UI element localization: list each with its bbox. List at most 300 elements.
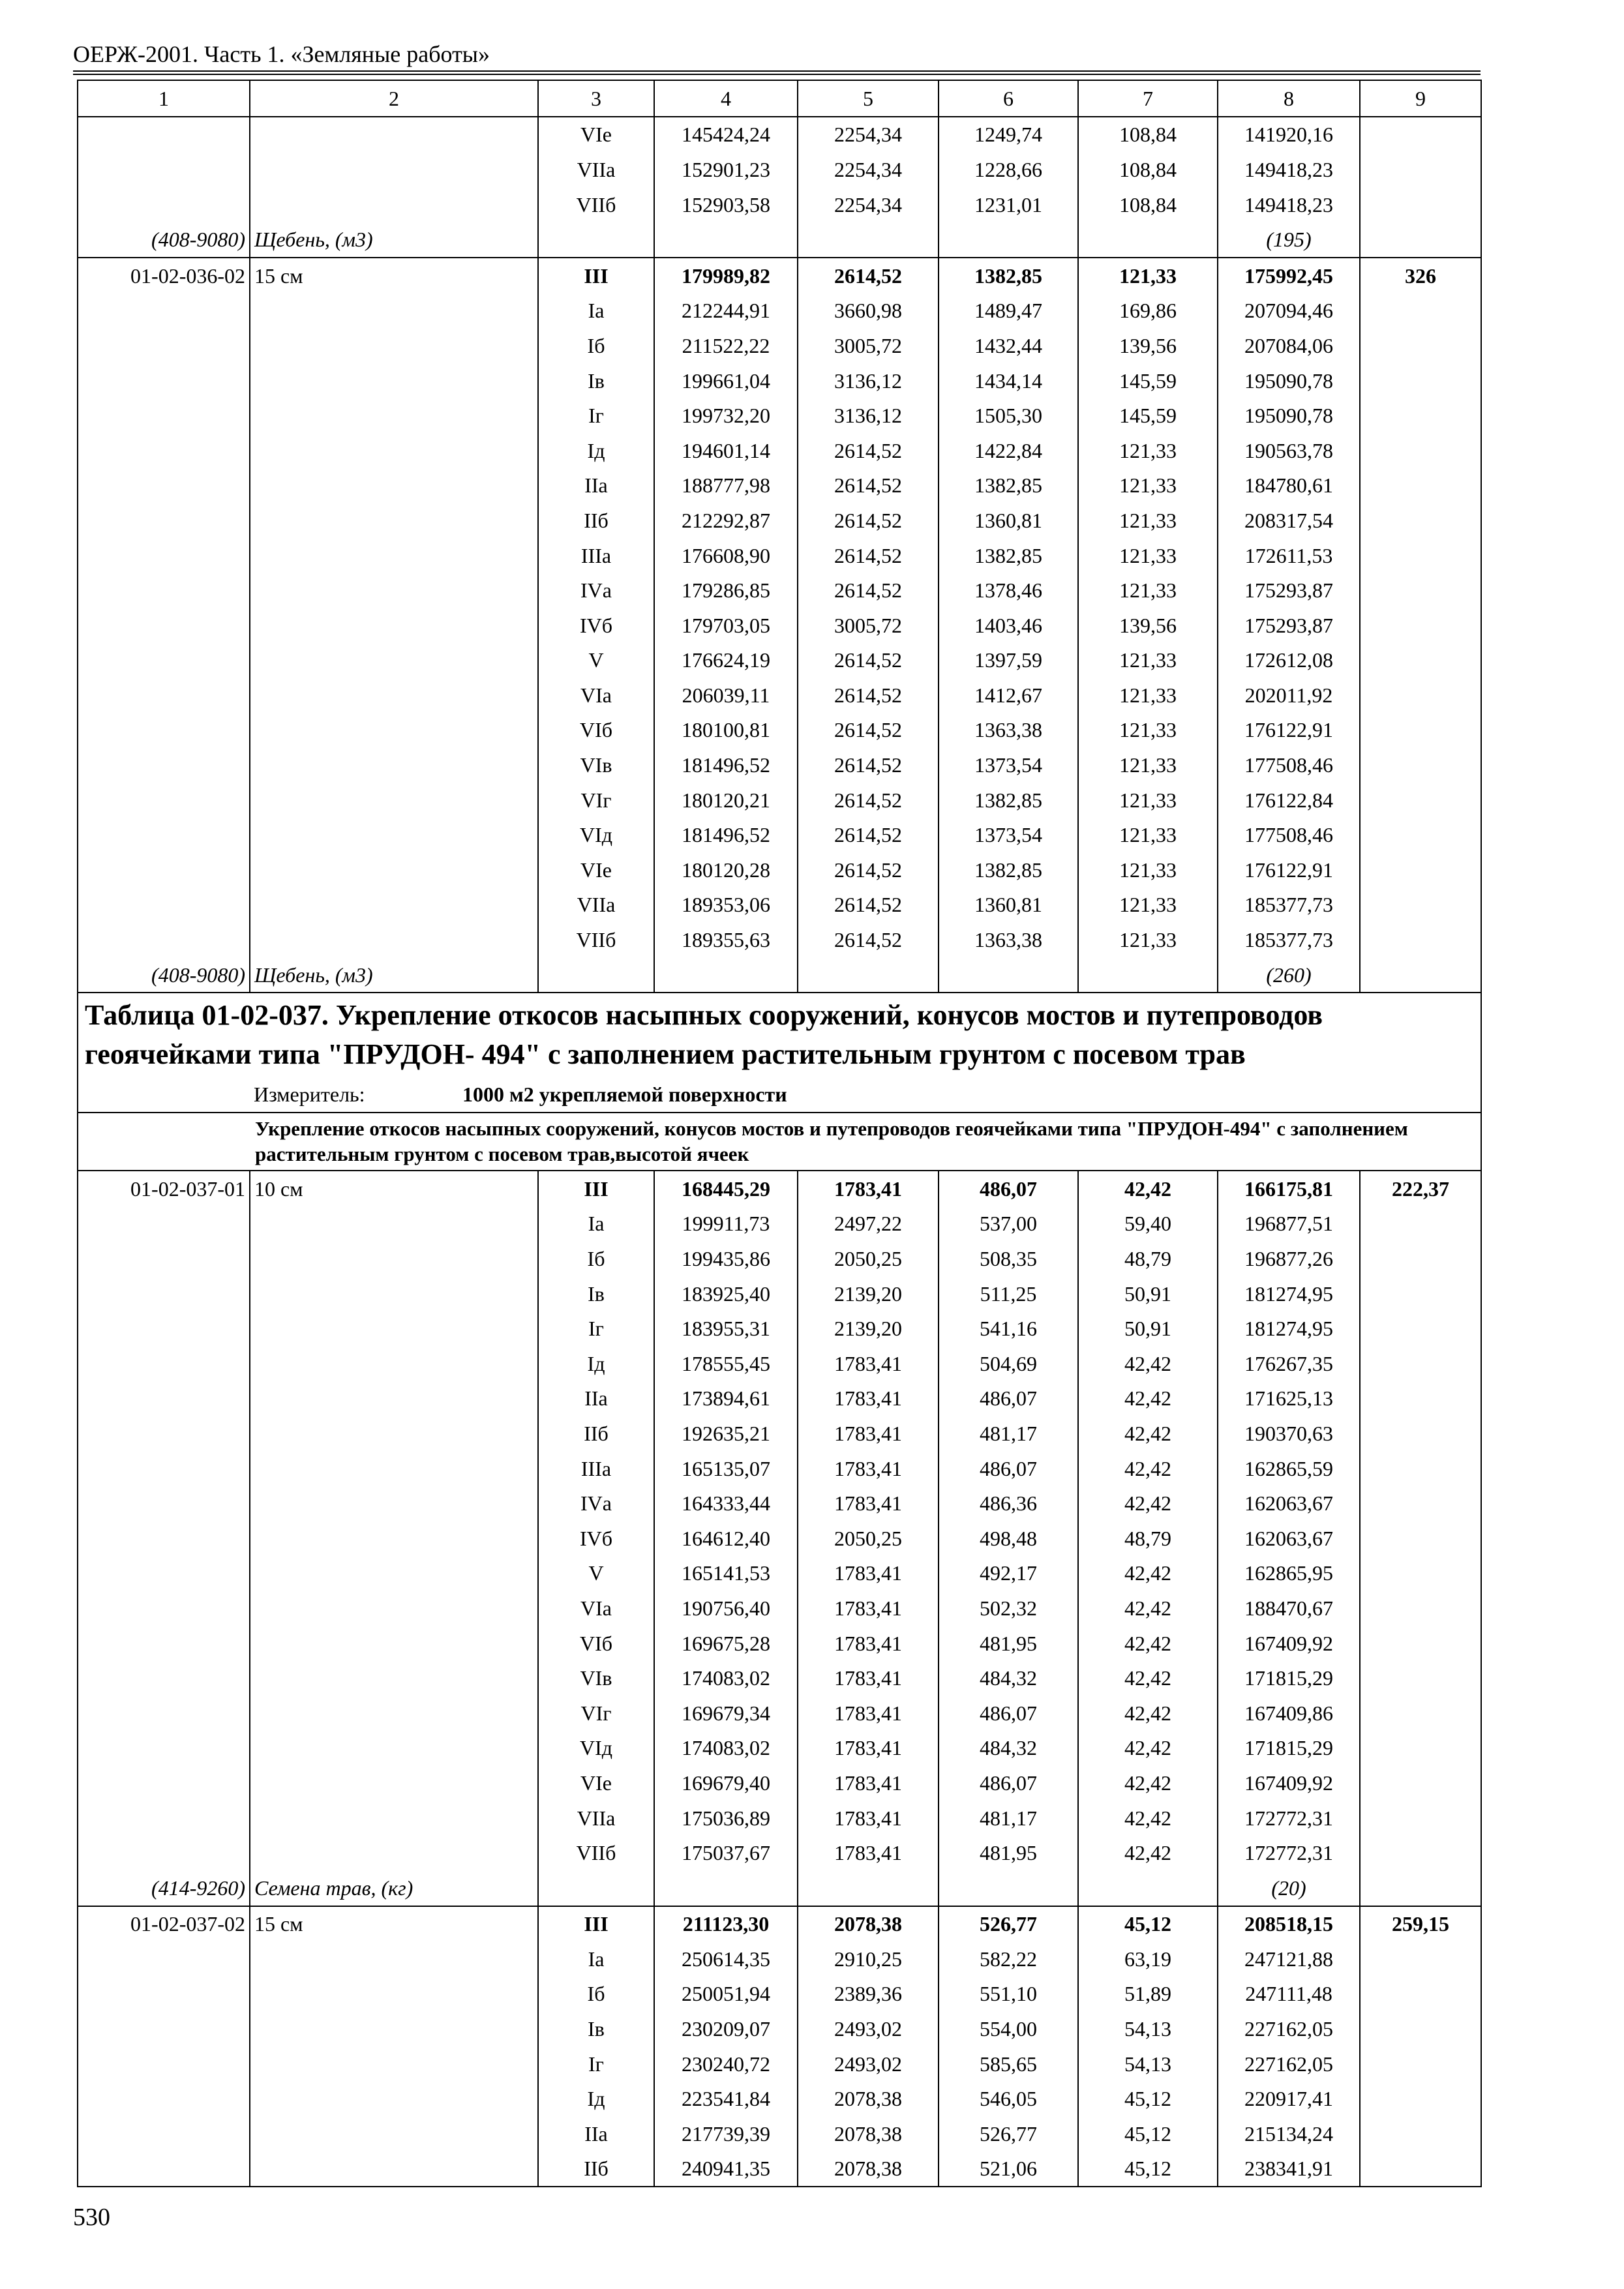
zone-cell: IIб (538, 1416, 654, 1451)
value-cell: 175037,67 (654, 1835, 798, 1870)
rate-code-cell (78, 1276, 250, 1311)
empty-cell (78, 1113, 250, 1171)
value-cell: 176122,91 (1218, 713, 1360, 748)
value-cell: 2910,25 (798, 1941, 939, 1977)
value-cell: 171625,13 (1218, 1381, 1360, 1416)
total-cell (1360, 1206, 1481, 1242)
total-cell (1360, 328, 1481, 363)
value-cell: 121,33 (1078, 538, 1218, 573)
total-cell (1360, 433, 1481, 468)
total-cell (1360, 1346, 1481, 1381)
value-cell: 511,25 (939, 1276, 1078, 1311)
value-cell: 2050,25 (798, 1241, 939, 1276)
rate-code-cell (78, 783, 250, 818)
resource-row (78, 957, 1481, 993)
zone-cell: VIд (538, 1731, 654, 1766)
value-cell: 174083,02 (654, 1660, 798, 1696)
zone-cell: IVа (538, 1486, 654, 1521)
zone-cell: VIв (538, 747, 654, 783)
value-cell: 176608,90 (654, 538, 798, 573)
value-cell: 486,07 (939, 1381, 1078, 1416)
rate-code-cell (78, 1206, 250, 1242)
zone-cell: Iд (538, 433, 654, 468)
value-cell: 2614,52 (798, 433, 939, 468)
value-cell: 121,33 (1078, 643, 1218, 678)
zone-cell: Iв (538, 2011, 654, 2046)
value-cell: 2254,34 (798, 187, 939, 222)
value-cell: 181274,95 (1218, 1311, 1360, 1346)
rate-code-cell (78, 1835, 250, 1870)
zone-cell: VIб (538, 1626, 654, 1661)
value-cell: 42,42 (1078, 1556, 1218, 1591)
zone-cell: Iв (538, 363, 654, 398)
value-cell: 207094,46 (1218, 293, 1360, 329)
rate-name-cell (250, 2081, 538, 2116)
empty-cell (939, 1870, 1078, 1906)
rate-name-cell (250, 1416, 538, 1451)
value-cell: 42,42 (1078, 1451, 1218, 1486)
value-cell: 2614,52 (798, 678, 939, 713)
table-row (78, 1486, 1481, 1521)
rate-name-cell (250, 152, 538, 187)
value-cell: 175036,89 (654, 1801, 798, 1836)
value-cell: 3005,72 (798, 328, 939, 363)
table-row (78, 922, 1481, 957)
value-cell: 172612,08 (1218, 643, 1360, 678)
total-cell (1360, 2116, 1481, 2151)
column-number-cell: 6 (939, 80, 1078, 117)
value-cell: 1360,81 (939, 888, 1078, 923)
value-cell: 183925,40 (654, 1276, 798, 1311)
total-cell (1360, 1977, 1481, 2012)
rate-code-cell (78, 1696, 250, 1731)
total-cell (1360, 643, 1481, 678)
value-cell: 196877,51 (1218, 1206, 1360, 1242)
total-cell (1360, 783, 1481, 818)
rate-name-cell (250, 1311, 538, 1346)
total-cell (1360, 1941, 1481, 1977)
total-cell (1360, 573, 1481, 608)
zone-cell: Iг (538, 398, 654, 433)
value-cell: 3660,98 (798, 293, 939, 329)
zone-cell: III (538, 258, 654, 293)
zone-cell: IIIа (538, 538, 654, 573)
rate-code-cell (78, 2116, 250, 2151)
value-cell: 502,32 (939, 1591, 1078, 1626)
rate-name-cell (250, 1941, 538, 1977)
empty-cell (798, 1870, 939, 1906)
zone-cell: Iг (538, 2046, 654, 2082)
zone-cell: VIв (538, 1660, 654, 1696)
value-cell: 2078,38 (798, 2116, 939, 2151)
value-cell: 2078,38 (798, 2081, 939, 2116)
value-cell: 168445,29 (654, 1171, 798, 1206)
table-row (78, 713, 1481, 748)
value-cell: 484,32 (939, 1731, 1078, 1766)
zone-cell: V (538, 643, 654, 678)
rate-name-cell (250, 398, 538, 433)
total-cell (1360, 187, 1481, 222)
value-cell: 2614,52 (798, 817, 939, 852)
value-cell: 486,07 (939, 1765, 1078, 1801)
value-cell: 208518,15 (1218, 1906, 1360, 1942)
value-cell: 184780,61 (1218, 468, 1360, 503)
rate-code-cell (78, 2046, 250, 2082)
rate-code-cell (78, 538, 250, 573)
empty-cell (1360, 957, 1481, 993)
resource-value-cell: (260) (1218, 957, 1360, 993)
zone-cell: Iв (538, 1276, 654, 1311)
value-cell: 1783,41 (798, 1416, 939, 1451)
total-cell (1360, 888, 1481, 923)
zone-cell: Iд (538, 2081, 654, 2116)
value-cell: 521,06 (939, 2151, 1078, 2187)
rate-name-cell (250, 1801, 538, 1836)
rate-code-cell (78, 2151, 250, 2187)
zone-cell: IIIа (538, 1451, 654, 1486)
value-cell: 169675,28 (654, 1626, 798, 1661)
value-cell: 2614,52 (798, 888, 939, 923)
value-cell: 211123,30 (654, 1906, 798, 1942)
table-row (78, 363, 1481, 398)
total-cell (1360, 152, 1481, 187)
table-row (78, 1206, 1481, 1242)
value-cell: 179703,05 (654, 608, 798, 643)
rate-code-cell (78, 363, 250, 398)
zone-cell: VIIб (538, 922, 654, 957)
rate-name-cell (250, 573, 538, 608)
rate-name-cell (250, 747, 538, 783)
page-header: ОЕРЖ-2001. Часть 1. «Земляные работы» (73, 41, 490, 67)
value-cell: 169,86 (1078, 293, 1218, 329)
total-cell (1360, 1276, 1481, 1311)
table-title-row (78, 993, 1481, 1077)
value-cell: 196877,26 (1218, 1241, 1360, 1276)
value-cell: 179989,82 (654, 258, 798, 293)
total-cell (1360, 538, 1481, 573)
rate-name-cell (250, 1765, 538, 1801)
total-cell (1360, 1241, 1481, 1276)
total-cell (1360, 2011, 1481, 2046)
value-cell: 1783,41 (798, 1660, 939, 1696)
rate-name-cell (250, 328, 538, 363)
value-cell: 51,89 (1078, 1977, 1218, 2012)
value-cell: 195090,78 (1218, 363, 1360, 398)
value-cell: 165141,53 (654, 1556, 798, 1591)
rate-code-cell (78, 852, 250, 888)
zone-cell: VIе (538, 117, 654, 153)
table-row (78, 1731, 1481, 1766)
value-cell: 2139,20 (798, 1276, 939, 1311)
rate-code-cell (78, 1346, 250, 1381)
table-row (78, 1941, 1481, 1977)
value-cell: 2078,38 (798, 2151, 939, 2187)
rate-code-cell (78, 1765, 250, 1801)
value-cell: 121,33 (1078, 888, 1218, 923)
empty-cell (1360, 1870, 1481, 1906)
rate-name-cell (250, 922, 538, 957)
rate-name-cell (250, 852, 538, 888)
zone-cell: VIе (538, 852, 654, 888)
page-number: 530 (73, 2204, 110, 2231)
empty-cell (798, 957, 939, 993)
value-cell: 188470,67 (1218, 1591, 1360, 1626)
value-cell: 121,33 (1078, 573, 1218, 608)
total-cell (1360, 1521, 1481, 1556)
value-cell: 121,33 (1078, 468, 1218, 503)
value-cell: 207084,06 (1218, 328, 1360, 363)
zone-cell: VIд (538, 817, 654, 852)
value-cell: 177508,46 (1218, 747, 1360, 783)
rate-code-cell (78, 152, 250, 187)
zone-cell: V (538, 1556, 654, 1591)
table-row (78, 1556, 1481, 1591)
total-cell (1360, 2081, 1481, 2116)
value-cell: 484,32 (939, 1660, 1078, 1696)
value-cell: 1382,85 (939, 852, 1078, 888)
value-cell: 2614,52 (798, 713, 939, 748)
zone-cell: Iа (538, 1941, 654, 1977)
zone-cell: VIIб (538, 1835, 654, 1870)
value-cell: 121,33 (1078, 783, 1218, 818)
zone-cell: Iб (538, 1241, 654, 1276)
rate-code-cell (78, 2081, 250, 2116)
total-cell (1360, 608, 1481, 643)
value-cell: 185377,73 (1218, 922, 1360, 957)
value-cell: 1382,85 (939, 468, 1078, 503)
value-cell: 176122,91 (1218, 852, 1360, 888)
value-cell: 2254,34 (798, 152, 939, 187)
table-row (78, 398, 1481, 433)
value-cell: 59,40 (1078, 1206, 1218, 1242)
total-cell: 326 (1360, 258, 1481, 293)
value-cell: 217739,39 (654, 2116, 798, 2151)
total-cell: 222,37 (1360, 1171, 1481, 1206)
rate-name-cell (250, 117, 538, 153)
empty-cell (654, 1870, 798, 1906)
value-cell: 176267,35 (1218, 1346, 1360, 1381)
empty-cell (538, 957, 654, 993)
value-cell: 2497,22 (798, 1206, 939, 1242)
table-row (78, 187, 1481, 222)
value-cell: 189353,06 (654, 888, 798, 923)
rate-name-cell (250, 1276, 538, 1311)
rate-name-cell (250, 503, 538, 538)
value-cell: 2254,34 (798, 117, 939, 153)
table-row (78, 1276, 1481, 1311)
value-cell: 199732,20 (654, 398, 798, 433)
value-cell: 54,13 (1078, 2046, 1218, 2082)
value-cell: 3136,12 (798, 398, 939, 433)
zone-cell: VIб (538, 713, 654, 748)
value-cell: 1373,54 (939, 817, 1078, 852)
value-cell: 177508,46 (1218, 817, 1360, 852)
value-cell: 2614,52 (798, 852, 939, 888)
table-row (78, 573, 1481, 608)
value-cell: 1382,85 (939, 783, 1078, 818)
value-cell: 121,33 (1078, 817, 1218, 852)
value-cell: 149418,23 (1218, 152, 1360, 187)
total-cell (1360, 817, 1481, 852)
value-cell: 121,33 (1078, 747, 1218, 783)
value-cell: 171815,29 (1218, 1660, 1360, 1696)
table-row (78, 1765, 1481, 1801)
empty-cell (654, 957, 798, 993)
value-cell: 189355,63 (654, 922, 798, 957)
table-row (78, 1977, 1481, 2012)
value-cell: 171815,29 (1218, 1731, 1360, 1766)
value-cell: 526,77 (939, 1906, 1078, 1942)
value-cell: 1783,41 (798, 1346, 939, 1381)
table-row (78, 293, 1481, 329)
table-row (78, 1626, 1481, 1661)
value-cell: 1783,41 (798, 1486, 939, 1521)
value-cell: 2614,52 (798, 922, 939, 957)
value-cell: 2614,52 (798, 538, 939, 573)
value-cell: 121,33 (1078, 678, 1218, 713)
value-cell: 2493,02 (798, 2011, 939, 2046)
value-cell: 1783,41 (798, 1696, 939, 1731)
rate-name-cell (250, 1626, 538, 1661)
value-cell: 227162,05 (1218, 2011, 1360, 2046)
value-cell: 162865,59 (1218, 1451, 1360, 1486)
rate-code-cell: 01-02-037-01 (78, 1171, 250, 1206)
table-title: Таблица 01-02-037. Укрепление откосов насыпных сооружений, конусов мостов и путепроводов геоячейками типа "ПРУДОН- 494" с заполнением растительным грунтом с посевом трав (78, 993, 1481, 1077)
rate-code-cell (78, 1311, 250, 1346)
rate-name-cell (250, 2046, 538, 2082)
zone-cell: IVб (538, 608, 654, 643)
empty-cell (939, 957, 1078, 993)
empty-cell (798, 222, 939, 258)
value-cell: 486,07 (939, 1696, 1078, 1731)
column-number-cell: 4 (654, 80, 798, 117)
value-cell: 42,42 (1078, 1626, 1218, 1661)
rate-code-cell (78, 433, 250, 468)
total-cell: 259,15 (1360, 1906, 1481, 1942)
rate-code-cell (78, 1731, 250, 1766)
resource-row (78, 1870, 1481, 1906)
table-row (78, 433, 1481, 468)
value-cell: 169679,34 (654, 1696, 798, 1731)
rate-name-cell: 10 см (250, 1171, 538, 1206)
total-cell (1360, 1311, 1481, 1346)
value-cell: 149418,23 (1218, 187, 1360, 222)
measure-label: Измеритель: (254, 1082, 365, 1106)
value-cell: 247111,48 (1218, 1977, 1360, 2012)
value-cell: 179286,85 (654, 573, 798, 608)
zone-cell: VIIа (538, 152, 654, 187)
zone-cell: VIа (538, 678, 654, 713)
rate-code-cell (78, 888, 250, 923)
rate-name-cell (250, 643, 538, 678)
table-row (78, 2046, 1481, 2082)
value-cell: 165135,07 (654, 1451, 798, 1486)
value-cell: 1505,30 (939, 398, 1078, 433)
total-cell (1360, 1451, 1481, 1486)
empty-cell (1078, 222, 1218, 258)
total-cell (1360, 2046, 1481, 2082)
value-cell: 585,65 (939, 2046, 1078, 2082)
rate-code-cell (78, 2011, 250, 2046)
value-cell: 1360,81 (939, 503, 1078, 538)
value-cell: 175293,87 (1218, 608, 1360, 643)
table-row (78, 1591, 1481, 1626)
rate-name-cell (250, 608, 538, 643)
value-cell: 486,36 (939, 1486, 1078, 1521)
value-cell: 42,42 (1078, 1801, 1218, 1836)
rates-table (77, 80, 1482, 2187)
rate-name-cell (250, 1206, 538, 1242)
value-cell: 48,79 (1078, 1521, 1218, 1556)
table-row (78, 1311, 1481, 1346)
value-cell: 1432,44 (939, 328, 1078, 363)
rate-name-cell (250, 1241, 538, 1276)
zone-cell: VIIб (538, 187, 654, 222)
value-cell: 176624,19 (654, 643, 798, 678)
zone-cell: VIа (538, 1591, 654, 1626)
rate-name-cell (250, 363, 538, 398)
column-number-cell: 1 (78, 80, 250, 117)
value-cell: 212244,91 (654, 293, 798, 329)
rate-name-cell (250, 1591, 538, 1626)
value-cell: 45,12 (1078, 2151, 1218, 2187)
value-cell: 481,17 (939, 1416, 1078, 1451)
value-cell: 1783,41 (798, 1731, 939, 1766)
rate-code-cell (78, 1801, 250, 1836)
empty-cell (1360, 222, 1481, 258)
rate-name-cell (250, 888, 538, 923)
header-rule (73, 70, 1481, 75)
value-cell: 1363,38 (939, 922, 1078, 957)
value-cell: 45,12 (1078, 2081, 1218, 2116)
zone-cell: III (538, 1906, 654, 1942)
value-cell: 1228,66 (939, 152, 1078, 187)
value-cell: 42,42 (1078, 1346, 1218, 1381)
value-cell: 185377,73 (1218, 888, 1360, 923)
total-cell (1360, 468, 1481, 503)
value-cell: 42,42 (1078, 1486, 1218, 1521)
zone-cell: III (538, 1171, 654, 1206)
zone-cell: IVб (538, 1521, 654, 1556)
value-cell: 554,00 (939, 2011, 1078, 2046)
rate-name-cell (250, 678, 538, 713)
value-cell: 551,10 (939, 1977, 1078, 2012)
rate-code-cell (78, 1451, 250, 1486)
total-cell (1360, 852, 1481, 888)
value-cell: 546,05 (939, 2081, 1078, 2116)
value-cell: 1783,41 (798, 1171, 939, 1206)
value-cell: 139,56 (1078, 608, 1218, 643)
total-cell (1360, 1556, 1481, 1591)
value-cell: 145424,24 (654, 117, 798, 153)
total-cell (1360, 922, 1481, 957)
rate-code-cell (78, 1381, 250, 1416)
value-cell: 1378,46 (939, 573, 1078, 608)
rate-name-cell (250, 1521, 538, 1556)
value-cell: 194601,14 (654, 433, 798, 468)
value-cell: 498,48 (939, 1521, 1078, 1556)
value-cell: 211522,22 (654, 328, 798, 363)
value-cell: 481,95 (939, 1626, 1078, 1661)
table-row (78, 747, 1481, 783)
value-cell: 3136,12 (798, 363, 939, 398)
value-cell: 42,42 (1078, 1835, 1218, 1870)
value-cell: 167409,92 (1218, 1765, 1360, 1801)
rate-name-cell (250, 2116, 538, 2151)
table-row (78, 1381, 1481, 1416)
rate-code-cell (78, 608, 250, 643)
column-number-row (78, 80, 1481, 117)
